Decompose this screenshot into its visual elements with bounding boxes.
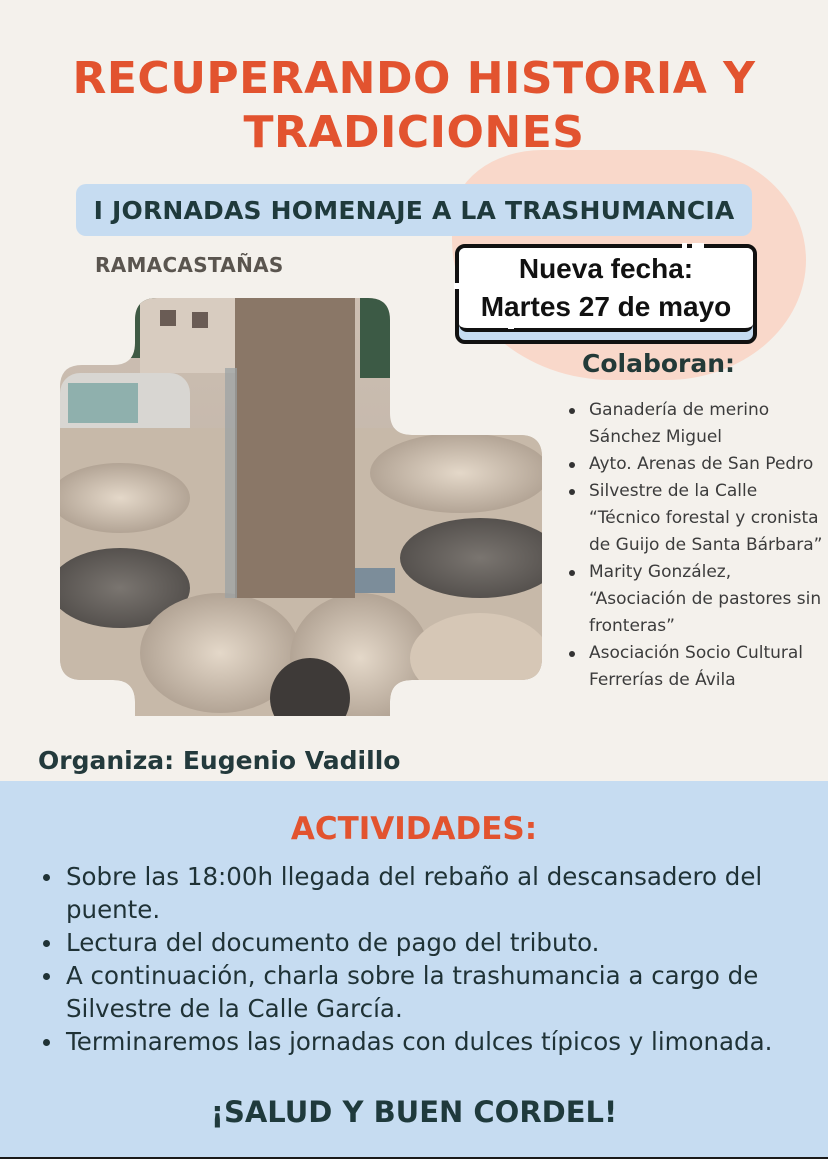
subtitle-text: I JORNADAS HOMENAJE A LA TRASHUMANCIA	[93, 195, 735, 225]
activities-list	[40, 860, 820, 1058]
border-gap-mark	[682, 243, 687, 249]
border-gap-mark	[692, 243, 704, 249]
collaborator-item: Ayto. Arenas de San Pedro	[566, 451, 826, 478]
location-label: RAMACASTAÑAS	[95, 253, 284, 277]
collaborator-item: Silvestre de la Calle “Técnico forestal y cronista de Guijo de Santa Bárbara”	[566, 478, 826, 559]
new-date-value: Martes 27 de mayo	[480, 291, 732, 322]
page-title	[0, 52, 828, 160]
activity-item: Terminaremos las jornadas con dulces típicos y limonada.	[40, 1025, 820, 1058]
collaborator-item: Asociación Socio Cultural Ferrerías de Ávila	[566, 640, 826, 694]
title-line-2: TRADICIONES	[243, 107, 585, 158]
sheep-flock-photo	[60, 298, 542, 716]
activities-heading: ACTIVIDADES:	[290, 811, 538, 847]
activity-item: A continuación, charla sobre la trashumancia a cargo de Silvestre de la Calle García.	[40, 959, 820, 1025]
organizer-label: Organiza: Eugenio Vadillo	[38, 746, 401, 775]
collaborator-item: Ganadería de merino Sánchez Miguel	[566, 397, 826, 451]
title-line-1: RECUPERANDO HISTORIA Y	[72, 53, 756, 104]
collaborator-item: Marity González, “Asociación de pastores sin fronteras”	[566, 559, 826, 640]
border-gap-mark	[454, 283, 460, 289]
subtitle-banner	[76, 184, 752, 236]
collaborators-heading: Colaboran:	[582, 349, 736, 378]
collaborators-list	[566, 397, 826, 694]
new-date-heading: Nueva fecha:	[518, 253, 694, 284]
activity-item: Sobre las 18:00h llegada del rebaño al descansadero del puente.	[40, 860, 820, 926]
closing-slogan: ¡SALUD Y BUEN CORDEL!	[210, 1095, 618, 1129]
activity-item: Lectura del documento de pago del tributo.	[40, 926, 820, 959]
